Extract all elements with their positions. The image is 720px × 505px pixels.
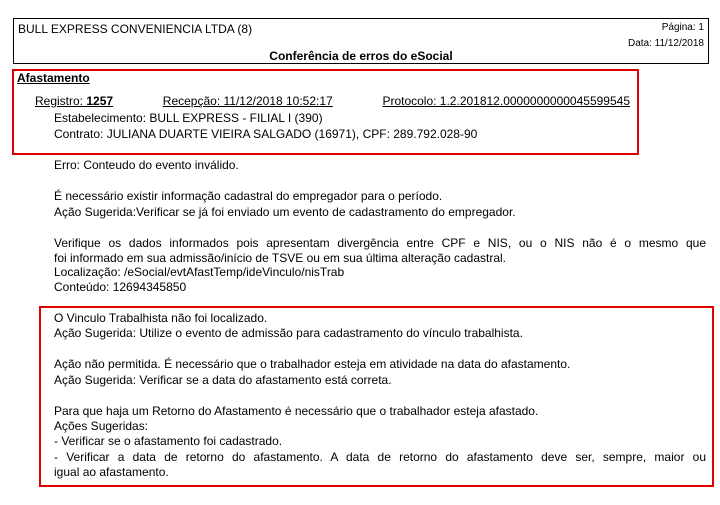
report-title: Conferência de erros do eSocial — [269, 49, 453, 63]
record-id-line — [35, 94, 630, 108]
section-title: Afastamento — [17, 71, 90, 85]
report-date: Data: 11/12/2018 — [628, 38, 704, 49]
conteudo: Conteúdo: 12694345850 — [54, 280, 187, 294]
registro-label: Registro: — [35, 94, 84, 108]
action-date-check: Ação Sugerida: Verificar se a data do afastamento está correta. — [54, 373, 392, 387]
message-vinculo: O Vinculo Trabalhista não foi localizado. — [54, 311, 268, 325]
action-check-registered: - Verificar se o afastamento foi cadastrado. — [54, 434, 283, 448]
recepcao: Recepção: 11/12/2018 10:52:17 — [162, 94, 333, 108]
company-name: BULL EXPRESS CONVENIENCIA LTDA (8) — [18, 22, 253, 36]
message-employer: É necessário existir informação cadastral do empregador para o período. — [54, 189, 443, 203]
page-number: Página: 1 — [661, 22, 704, 33]
action-employer: Ação Sugerida:Verificar se já foi enviado um evento de cadastramento do empregador. — [54, 205, 516, 219]
action-vinculo: Ação Sugerida: Utilize o evento de admissão para cadastramento do vínculo trabalhista. — [54, 326, 523, 340]
message-cpf-nis-line2: foi informado em sua admissão/início de TSVE ou em sua última alteração cadastral. — [54, 251, 507, 265]
contrato: Contrato: JULIANA DUARTE VIEIRA SALGADO (16971), CPF: 289.792.028-90 — [54, 127, 478, 141]
erro-text: Erro: Conteudo do evento inválido. — [54, 158, 239, 172]
estabelecimento: Estabelecimento: BULL EXPRESS - FILIAL I (390) — [54, 111, 323, 125]
report-header — [13, 18, 709, 64]
message-cpf-nis-line1: Verifique os dados informados pois apresentam divergência entre CPF e NIS, ou o NIS não é o mesmo que — [54, 236, 706, 250]
registro — [35, 94, 113, 108]
protocolo: Protocolo: 1.2.201812.0000000000045599545 — [382, 94, 630, 108]
registro-value: 1257 — [86, 94, 114, 108]
localizacao: Localização: /eSocial/evtAfastTemp/ideVinculo/nisTrab — [54, 265, 345, 279]
action-return-date-line1: - Verificar a data de retorno do afastamento. A data de retorno do afastamento deve ser, sempre, maior ou — [54, 450, 706, 464]
action-return-date-line2: igual ao afastamento. — [54, 465, 169, 479]
acoes-label: Ações Sugeridas: — [54, 419, 149, 433]
message-not-allowed: Ação não permitida. É necessário que o trabalhador esteja em atividade na data do afastamento. — [54, 357, 571, 371]
message-retorno: Para que haja um Retorno do Afastamento é necessário que o trabalhador esteja afastado. — [54, 404, 539, 418]
